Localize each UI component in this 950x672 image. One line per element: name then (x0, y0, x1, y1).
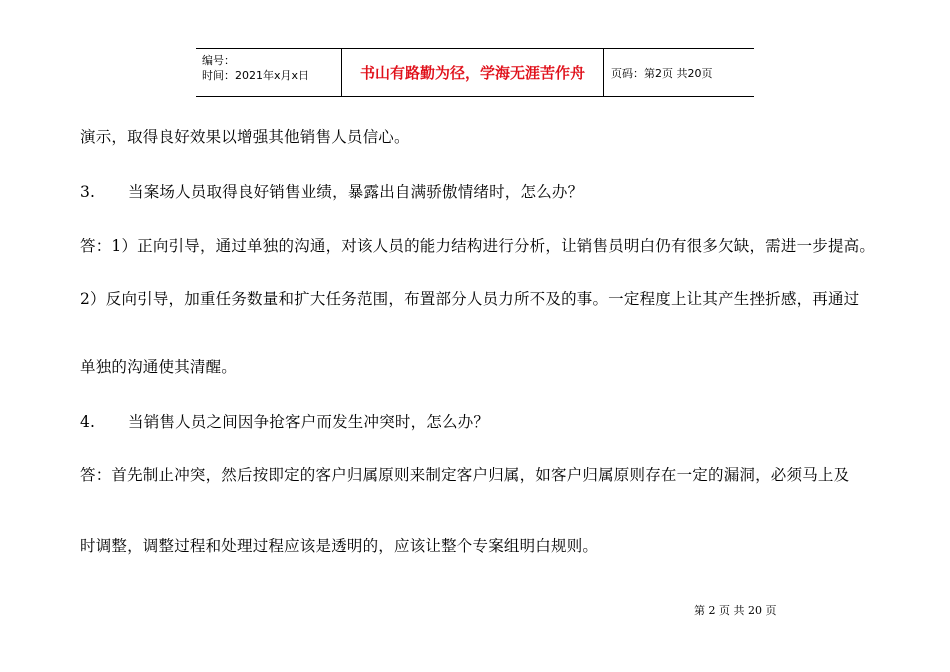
answer-3-line-2: 2）反向引导，加重任务数量和扩大任务范围，布置部分人员力所不及的事。一定程度上让其产生挫折感，再通过 (80, 290, 860, 308)
page-info-text: 页码：第2页 共20页 (611, 66, 713, 80)
question-4 (80, 412, 489, 432)
header-motto-cell (341, 49, 604, 96)
page-footer: 第 2 页 共 20 页 (694, 604, 777, 617)
answer-4-line-1: 答：首先制止冲突，然后按即定的客户归属原则来制定客户归属，如客户归属原则存在一定的漏洞，必须马上及 (80, 466, 850, 484)
motto-text: 书山有路勤为径，学海无涯苦作舟 (359, 64, 585, 82)
question-text: 当案场人员取得良好销售业绩，暴露出自满骄傲情绪时，怎么办？ (128, 183, 584, 201)
question-3 (80, 182, 583, 202)
serial-number-label: 编号： (202, 54, 235, 67)
answer-4-line-2: 时调整，调整过程和处理过程应该是透明的，应该让整个专案组明白规则。 (80, 537, 599, 555)
header-meta-cell (196, 49, 341, 96)
question-number: 4. (80, 413, 96, 431)
question-number: 3. (80, 183, 96, 201)
answer-3-line-1: 答：1）正向引导，通过单独的沟通，对该人员的能力结构进行分析，让销售员明白仍有很多欠缺，需进一步提高。 (80, 237, 876, 255)
paragraph-continuation: 演示，取得良好效果以增强其他销售人员信心。 (80, 128, 410, 146)
question-text: 当销售人员之间因争抢客户而发生冲突时，怎么办？ (128, 413, 490, 431)
header-page-cell (604, 49, 754, 96)
date-label: 时间：2021年x月x日 (202, 69, 310, 82)
answer-3-line-3: 单独的沟通使其清醒。 (80, 358, 238, 376)
document-header (196, 48, 754, 97)
